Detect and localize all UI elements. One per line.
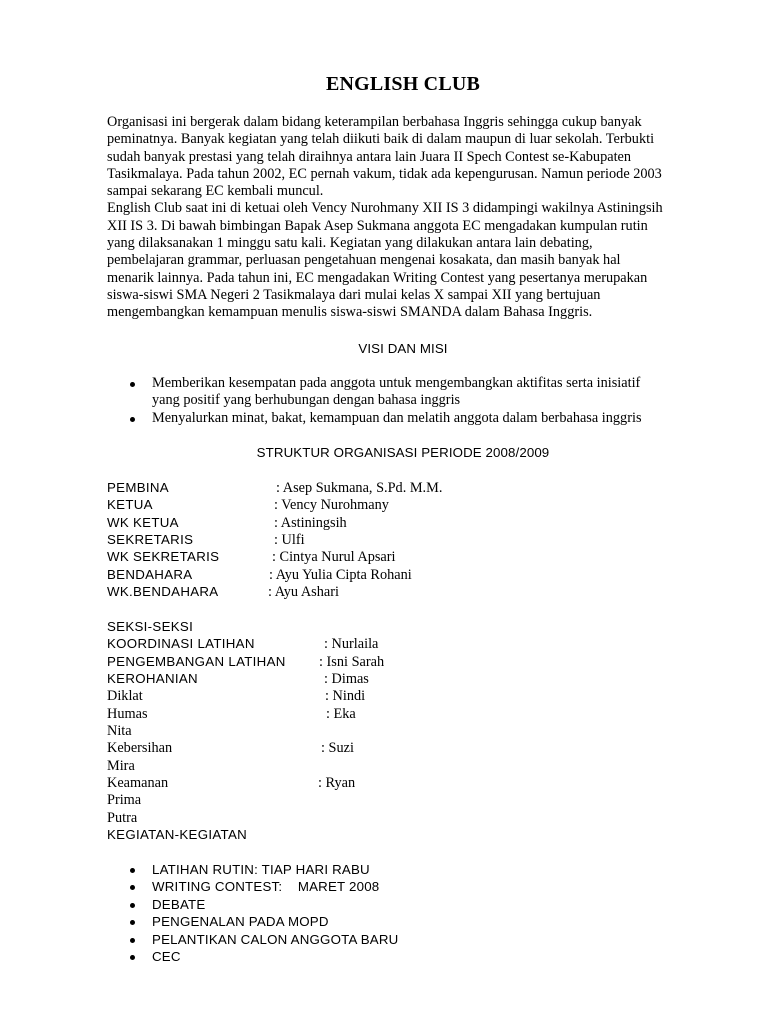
row-label: Humas	[107, 706, 148, 722]
row-value: : Vency Nurohmany	[274, 497, 389, 513]
list-item	[107, 375, 707, 410]
row-label: SEKRETARIS	[107, 532, 194, 547]
row-label: WK KETUA	[107, 515, 179, 530]
row-label: PENGEMBANGAN LATIHAN	[107, 654, 286, 669]
list-item-text: PENGENALAN PADA MOPD	[152, 914, 329, 930]
bullet-icon	[130, 885, 135, 890]
row-value: : Nurlaila	[324, 636, 379, 652]
list-item	[107, 410, 707, 427]
row-label: Kebersihan	[107, 740, 173, 756]
list-item-text: LATIHAN RUTIN: TIAP HARI RABU	[152, 862, 370, 877]
row-label: Diklat	[107, 688, 143, 704]
row-value: : Dimas	[324, 671, 369, 687]
row-value: : Eka	[326, 706, 356, 722]
row-value: : Ulfi	[274, 532, 305, 548]
bullet-icon	[130, 903, 135, 908]
row-label: Mira	[107, 758, 135, 774]
list-item	[107, 878, 707, 895]
list-item	[107, 861, 707, 878]
visi-misi-heading: VISI DAN MISI	[358, 341, 448, 356]
visi-misi-list	[107, 375, 707, 427]
list-item-text: yang positif yang berhubungan dengan bahasa inggris	[152, 392, 461, 409]
list-item-text: CEC	[152, 949, 181, 965]
intro-line: XII IS 3. Di bawah bimbingan Bapak Asep Sukmana anggota EC mengadakan kumpulan rutin	[107, 217, 648, 234]
bullet-icon	[130, 417, 135, 422]
intro-line: pembelajaran grammar, perluasan pengetahuan mengenai kosakata, dan masih banyak hal	[107, 252, 621, 269]
list-item-text: DEBATE	[152, 896, 206, 912]
bullet-icon	[130, 920, 135, 925]
row-value: : Cintya Nurul Apsari	[272, 549, 396, 565]
row-label: WK.BENDAHARA	[107, 584, 219, 599]
row-label: Keamanan	[107, 775, 169, 791]
list-item	[107, 913, 707, 930]
list-item-text: PELANTIKAN CALON ANGGOTA BARU	[152, 931, 399, 947]
row-label: KETUA	[107, 497, 153, 512]
list-item	[107, 948, 707, 965]
row-value: : Suzi	[321, 740, 354, 756]
list-item	[107, 896, 707, 913]
row-value: : Asep Sukmana, S.Pd. M.M.	[276, 480, 443, 496]
list-item-text: Menyalurkan minat, bakat, kemampuan dan melatih anggota dalam berbahasa inggris	[152, 409, 642, 426]
kegiatan-list	[107, 861, 707, 965]
row-value: : Ayu Ashari	[268, 584, 339, 600]
bullet-icon	[130, 382, 135, 387]
seksi-heading: SEKSI-SEKSI	[107, 619, 194, 634]
intro-line: sampai sekarang EC kembali muncul.	[107, 183, 324, 200]
intro-paragraph	[107, 114, 707, 322]
intro-line: siswa-siswi SMA Negeri 2 Tasikmalaya dari mulai kelas X sampai XII yang bertujuan	[107, 286, 601, 303]
row-label: KEROHANIAN	[107, 671, 198, 686]
bullet-icon	[130, 955, 135, 960]
intro-line: Organisasi ini bergerak dalam bidang keterampilan berbahasa Inggris sehingga cukup banyak	[107, 114, 642, 130]
intro-line: mengembangkan kemampuan menulis siswa-siswi SMANDA dalam Bahasa Inggris.	[107, 304, 593, 321]
bullet-icon	[130, 938, 135, 943]
intro-line: menarik lainnya. Pada tahun ini, EC mengadakan Writing Contest yang pesertanya merupakan	[107, 269, 648, 286]
row-label: WK SEKRETARIS	[107, 549, 220, 564]
row-value: : Isni Sarah	[319, 654, 385, 670]
kegiatan-heading: KEGIATAN-KEGIATAN	[107, 827, 248, 842]
row-label: BENDAHARA	[107, 567, 193, 582]
row-label: Prima	[107, 792, 142, 808]
row-label: KOORDINASI LATIHAN	[107, 636, 255, 651]
list-item-text: Memberikan kesempatan pada anggota untuk mengembangkan aktifitas serta inisiatif	[152, 375, 641, 391]
struktur-heading: STRUKTUR ORGANISASI PERIODE 2008/2009	[256, 445, 550, 460]
row-value: : Nindi	[325, 688, 366, 704]
intro-line: Tasikmalaya. Pada tahun 2002, EC pernah vakum, tidak ada kepengurusan. Namun periode 2003	[107, 165, 662, 182]
row-label: PEMBINA	[107, 480, 169, 495]
intro-line: yang dilaksanakan 1 minggu satu kali. Kegiatan yang dilakukan antara lain debating,	[107, 235, 593, 252]
row-label: Nita	[107, 723, 132, 739]
intro-line: English Club saat ini di ketuai oleh Vency Nurohmany XII IS 3 didampingi wakilnya Astiningsih	[107, 200, 663, 217]
document-title: ENGLISH CLUB	[325, 73, 481, 95]
row-label: Putra	[107, 810, 138, 826]
list-item-text: WRITING CONTEST: MARET 2008	[152, 879, 380, 895]
list-item	[107, 931, 707, 948]
row-value: : Ayu Yulia Cipta Rohani	[269, 567, 412, 583]
row-value: : Astiningsih	[274, 515, 347, 531]
row-value: : Ryan	[318, 775, 356, 791]
bullet-icon	[130, 868, 135, 873]
intro-line: peminatnya. Banyak kegiatan yang telah diikuti baik di dalam maupun di luar sekolah. Terbukti	[107, 131, 655, 148]
intro-line: sudah banyak prestasi yang telah diraihnya antara lain Juara II Spech Contest se-Kabupaten	[107, 148, 632, 165]
